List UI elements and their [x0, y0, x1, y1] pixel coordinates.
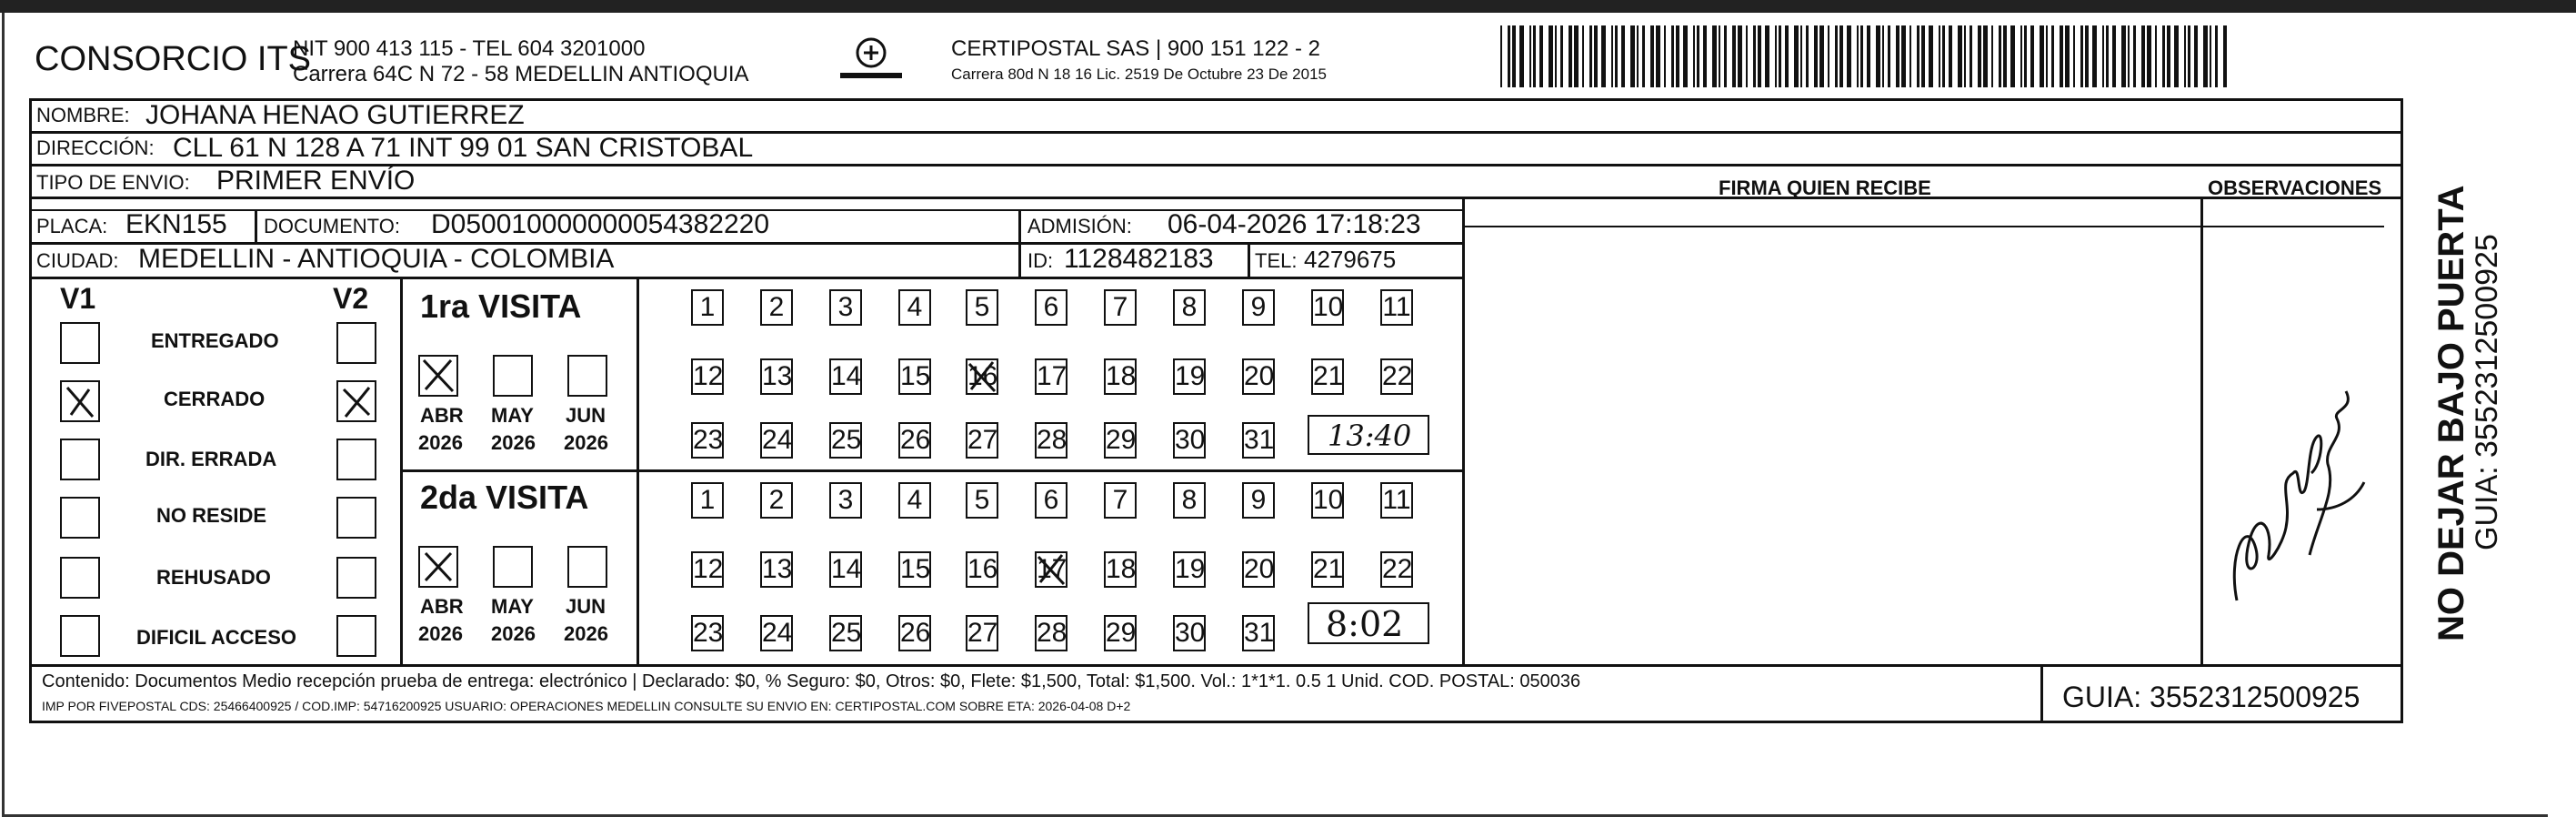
recipient-name: JOHANA HENAO GUTIERREZ [145, 100, 525, 130]
visit2-day-box[interactable]: 19 [1173, 551, 1206, 588]
visit1-day-box[interactable]: 30 [1173, 422, 1206, 459]
status-no-reside: NO RESIDE [156, 504, 267, 527]
shipment-type: PRIMER ENVÍO [216, 166, 416, 196]
visit2-day-box[interactable]: 11 [1380, 482, 1413, 519]
visit1-month-abr: ABR [420, 404, 464, 427]
visit1-day-box[interactable]: 6 [1035, 289, 1067, 326]
visit2-day-box[interactable]: 21 [1311, 551, 1344, 588]
visit1-day-box[interactable]: 10 [1311, 289, 1344, 326]
visit2-day-box[interactable]: 5 [966, 482, 998, 519]
id-label: ID: [1027, 249, 1054, 272]
visit2-day-box[interactable]: 10 [1311, 482, 1344, 519]
tel-value: 4279675 [1304, 246, 1397, 273]
visit1-day-box[interactable]: 9 [1242, 289, 1275, 326]
visit2-day-box[interactable]: 30 [1173, 615, 1206, 651]
visit2-day-box[interactable]: 31 [1242, 615, 1275, 651]
v2-label: V2 [333, 282, 369, 315]
visit1-day-box[interactable]: 11 [1380, 289, 1413, 326]
visit1-month-jun: JUN [566, 404, 606, 427]
visit2-day-box[interactable]: 15 [898, 551, 931, 588]
footer-content-line: Contenido: Documentos Medio recepción prueba de entrega: electrónico | Declarado: $0, % Seguro: $0, Otros: $0, Flete: $1,500, Total: $1,500. Vol.: 1*1*1. 0.5 1 Unid. COD. POSTAL: 050036 [42, 671, 1581, 691]
recipient-address: CLL 61 N 128 A 71 INT 99 01 SAN CRISTOBAL [173, 133, 754, 163]
visit1-year-1: 2026 [418, 431, 463, 454]
visit2-day-box[interactable]: 22 [1380, 551, 1413, 588]
visit2-day-box[interactable]: 26 [898, 615, 931, 651]
document-value: D050010000000054382220 [431, 209, 770, 239]
visit1-day-box[interactable]: 22 [1380, 358, 1413, 395]
visit2-month-abr: ABR [420, 595, 464, 618]
status-cerrado: CERRADO [164, 388, 266, 410]
city-label: CIUDAD: [36, 249, 119, 272]
visit2-day-box[interactable]: 7 [1104, 482, 1137, 519]
top-border [0, 0, 2576, 13]
side-warning: NO DEJAR BAJO PUERTA [2431, 185, 2471, 641]
visit1-day-box[interactable]: 27 [966, 422, 998, 459]
visit1-day-box[interactable]: 17 [1035, 358, 1067, 395]
visit2-day-box[interactable]: 27 [966, 615, 998, 651]
visit1-day-box[interactable]: 29 [1104, 422, 1137, 459]
visit2-day-box[interactable]: 12 [691, 551, 724, 588]
admission-value: 06-04-2026 17:18:23 [1168, 209, 1421, 239]
visit2-day-box[interactable]: 28 [1035, 615, 1067, 651]
footer-imp-line: IMP POR FIVEPOSTAL CDS: 25466400925 / COD.IMP: 54716200925 USUARIO: OPERACIONES MEDELLIN CONSULTE SU ENVIO EN: CERTIPOSTAL.COM SOBRE ETA: 2026-04-08 D+2 [42, 699, 1131, 713]
visit1-day-box[interactable]: 24 [760, 422, 793, 459]
visit1-day-box[interactable]: 23 [691, 422, 724, 459]
visit2-day-box[interactable]: 18 [1104, 551, 1137, 588]
certipostal-line1: CERTIPOSTAL SAS | 900 151 122 - 2 [951, 36, 1320, 61]
status-dificil-acceso: DIFICIL ACCESO [136, 626, 297, 649]
visit2-day-box[interactable]: 4 [898, 482, 931, 519]
visit1-day-box[interactable]: 31 [1242, 422, 1275, 459]
visit2-time: 8:02 [1326, 604, 1404, 644]
visit1-title: 1ra VISITA [420, 287, 582, 325]
visit1-day-box[interactable]: 20 [1242, 358, 1275, 395]
plate-value: EKN155 [125, 209, 227, 239]
visit2-year-1: 2026 [418, 622, 463, 645]
visit1-day-box[interactable]: 26 [898, 422, 931, 459]
visit1-day-box[interactable]: 3 [829, 289, 862, 326]
visit2-day-box[interactable]: 2 [760, 482, 793, 519]
visit2-day-box[interactable]: 24 [760, 615, 793, 651]
visit2-day-box[interactable]: 6 [1035, 482, 1067, 519]
visit2-month-may: MAY [491, 595, 534, 618]
visit1-time: 13:40 [1328, 419, 1412, 453]
visit1-day-box[interactable]: 13 [760, 358, 793, 395]
status-rehusado: REHUSADO [156, 566, 271, 589]
visit1-day-box[interactable]: 8 [1173, 289, 1206, 326]
status-dir-errada: DIR. ERRADA [145, 448, 277, 470]
visit2-day-box[interactable]: 14 [829, 551, 862, 588]
address-label: DIRECCIÓN: [36, 136, 155, 159]
visit1-day-box[interactable]: 12 [691, 358, 724, 395]
type-label: TIPO DE ENVIO: [36, 171, 190, 194]
document-label: DOCUMENTO: [264, 215, 400, 237]
visit1-day-box[interactable]: 5 [966, 289, 998, 326]
visit2-day-box[interactable]: 23 [691, 615, 724, 651]
visit2-day-box[interactable]: 20 [1242, 551, 1275, 588]
visit2-day-box[interactable]: 25 [829, 615, 862, 651]
outer-frame [2, 13, 2548, 817]
visit1-day-box[interactable]: 21 [1311, 358, 1344, 395]
visit1-day-box[interactable]: 1 [691, 289, 724, 326]
company-name: CONSORCIO ITS [35, 40, 312, 78]
visit2-day-box[interactable]: 16 [966, 551, 998, 588]
visit2-year-3: 2026 [564, 622, 608, 645]
tel-label: TEL: [1255, 249, 1298, 272]
id-value: 1128482183 [1064, 244, 1214, 274]
observations-header: OBSERVACIONES [2208, 177, 2382, 199]
visit1-day-box[interactable]: 28 [1035, 422, 1067, 459]
visit2-day-box[interactable]: 9 [1242, 482, 1275, 519]
visit2-year-2: 2026 [491, 622, 536, 645]
nit-line: NIT 900 413 115 - TEL 604 3201000 [293, 36, 646, 61]
visit2-day-box[interactable]: 3 [829, 482, 862, 519]
v1-label: V1 [60, 282, 96, 315]
admission-label: ADMISIÓN: [1027, 215, 1132, 237]
signature-header: FIRMA QUIEN RECIBE [1719, 177, 1931, 199]
visit1-year-2: 2026 [491, 431, 536, 454]
visit2-day-box[interactable]: 13 [760, 551, 793, 588]
visit1-day-box[interactable]: 25 [829, 422, 862, 459]
visit2-title: 2da VISITA [420, 479, 589, 516]
visit1-day-box[interactable]: 14 [829, 358, 862, 395]
visit1-day-box[interactable]: 2 [760, 289, 793, 326]
name-label: NOMBRE: [36, 104, 130, 126]
address-line: Carrera 64C N 72 - 58 MEDELLIN ANTIOQUIA [293, 62, 749, 86]
city-value: MEDELLIN - ANTIOQUIA - COLOMBIA [138, 244, 615, 274]
footer-guia: GUIA: 3552312500925 [2062, 681, 2360, 713]
certipostal-line2: Carrera 80d N 18 16 Lic. 2519 De Octubre 23 De 2015 [951, 66, 1327, 83]
visit1-day-box[interactable]: 15 [898, 358, 931, 395]
status-entregado: ENTREGADO [151, 329, 279, 352]
visit1-day-box[interactable]: 7 [1104, 289, 1137, 326]
visit2-day-box[interactable]: 1 [691, 482, 724, 519]
visit1-year-3: 2026 [564, 431, 608, 454]
visit1-day-box[interactable]: 16 [966, 358, 998, 395]
visit1-day-box[interactable]: 4 [898, 289, 931, 326]
plate-label: PLACA: [36, 215, 108, 237]
visit1-day-box[interactable]: 19 [1173, 358, 1206, 395]
visit2-day-box[interactable]: 17 [1035, 551, 1067, 588]
visit2-month-jun: JUN [566, 595, 606, 618]
visit2-day-box[interactable]: 8 [1173, 482, 1206, 519]
visit1-day-box[interactable]: 18 [1104, 358, 1137, 395]
visit2-day-box[interactable]: 29 [1104, 615, 1137, 651]
side-guia: GUIA: 3552312500925 [2470, 234, 2504, 550]
visit1-month-may: MAY [491, 404, 534, 427]
